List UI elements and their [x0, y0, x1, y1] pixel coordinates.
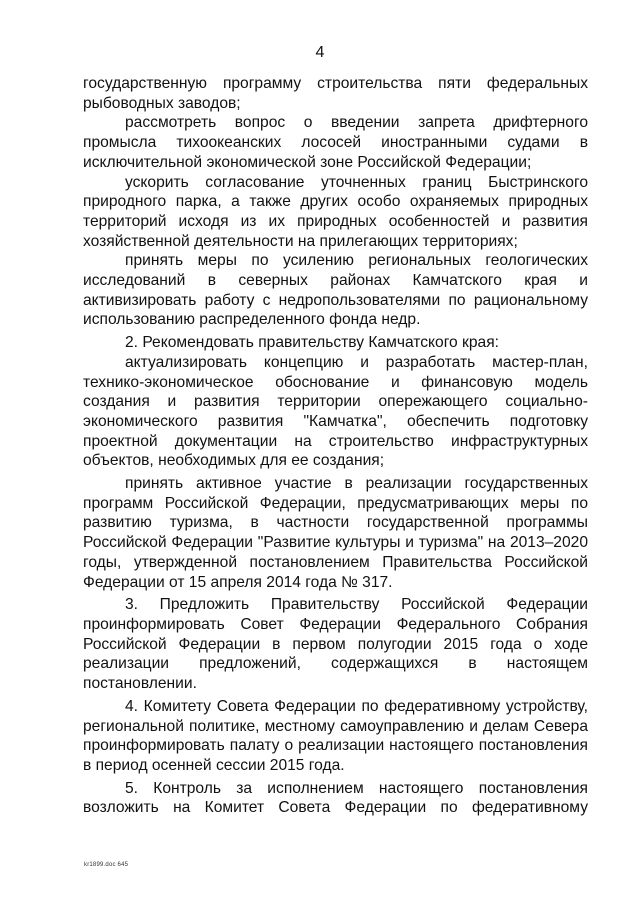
- paragraph: актуализировать концепцию и разработать мастер-план, технико-экономическое обоснование и финансовую модель создания и развития территории опережающего социально-экономического развития "Камчатка", обеспечить подготовку проектной документации на строительство инфраструктурных объектов, необходимых для ее создания;: [83, 353, 588, 470]
- paragraph: 5. Контроль за исполнением настоящего постановления возложить на Комитет Совета Федерации по федеративному: [83, 779, 588, 817]
- paragraph: ускорить согласование уточненных границ Быстринского природного парка, а также других особо охраняемых природных территорий исходя из их природных особенностей и развития хозяйственной деятельности на прилегающих территориях;: [83, 173, 588, 250]
- paragraph: 4. Комитету Совета Федерации по федеративному устройству, региональной политике, местному самоуправлению и делам Севера проинформировать палату о реализации настоящего постановления в период осенней сессии 2015 года.: [83, 697, 588, 774]
- paragraph: государственную программу строительства пяти федеральных рыбоводных заводов;: [83, 75, 588, 112]
- paragraph: 3. Предложить Правительству Российской Федерации проинформировать Совет Федерации Федерального Собрания Российской Федерации в первом полугодии 2015 года о ходе реализации предложений, содержащихся в настоящем постановлении.: [83, 596, 588, 693]
- page-number: 4: [315, 44, 325, 61]
- paragraph: принять активное участие в реализации государственных программ Российской Федерации, предусматривающих меры по развитию туризма, в частности государственной программы Российской Федерации "Развитие культуры и туризма" на 2013–2020 годы, утвержденной постановлением Правительства Российской Федерации от 15 апреля 2014 года № 317.: [83, 475, 588, 591]
- document-file-code: kr1899.doc 645: [84, 862, 129, 868]
- paragraph: принять меры по усилению региональных геологических исследований в северных районах Камчатского края и активизировать работу с недропользователями по рациональному использованию распределенного фонда недр.: [83, 252, 588, 329]
- document-body: [83, 74, 588, 818]
- paragraph: рассмотреть вопрос о введении запрета дрифтерного промысла тихоокеанских лососей иностранными судами в исключительной экономической зоне Российской Федерации;: [83, 114, 588, 171]
- paragraph: 2. Рекомендовать правительству Камчатского края:: [125, 334, 500, 352]
